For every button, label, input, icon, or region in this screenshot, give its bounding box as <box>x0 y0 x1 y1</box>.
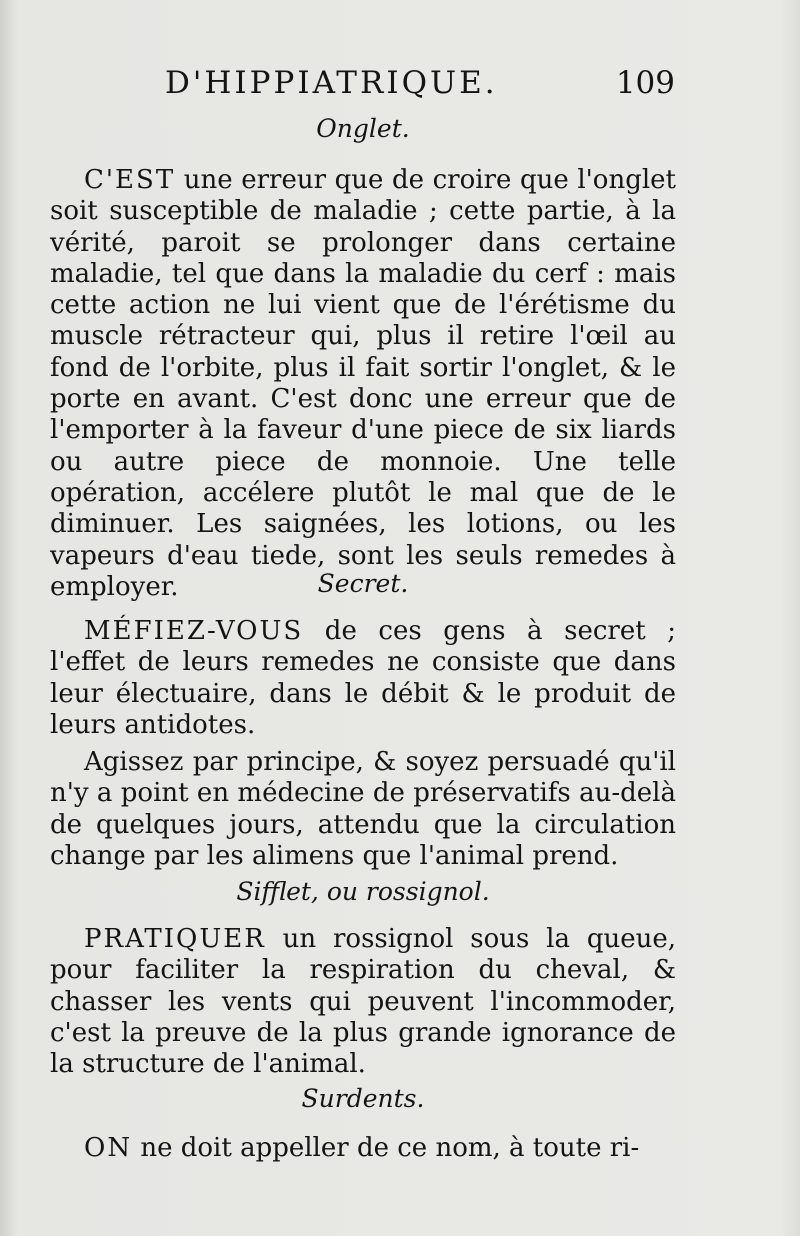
section-body-onglet <box>50 165 676 603</box>
section-body-secret <box>50 616 676 872</box>
paragraph <box>50 616 676 741</box>
section-body-sifflet <box>50 924 676 1080</box>
paragraph <box>50 924 676 1080</box>
paragraph-text: Agissez par principe, & soyez persuadé qu'il n'y a point en médecine de préservatifs au-delà de quelques jours, attendu que la circulation change par les alimens que l'animal prend. <box>50 747 676 872</box>
paragraph-lead: PRATIQUER <box>84 924 266 954</box>
paragraph <box>50 747 676 872</box>
paragraph-lead: C'EST <box>84 165 176 195</box>
running-head: D'HIPPIATRIQUE. <box>165 65 498 101</box>
section-heading-sifflet: Sifflet, ou rossignol. <box>236 877 490 906</box>
paragraph-text: de ces gens à secret ; l'effet de leurs remedes ne consiste que dans leur électuaire, dans le débit & le produit de leurs antidotes. <box>50 616 676 740</box>
paragraph-text: un rossignol sous la queue, pour faciliter la respiration du cheval, & chasser les vents qui peuvent l'incommoder, c'est la preuve de la plus grande ignorance de la structure de l'animal. <box>50 924 676 1080</box>
page-header <box>165 63 675 103</box>
paragraph-text: ne doit appeller de ce nom, à toute ri- <box>132 1133 640 1163</box>
section-heading-secret: Secret. <box>317 569 409 598</box>
section-body-surdents <box>50 1133 676 1164</box>
section-heading-surdents: Surdents. <box>301 1084 425 1113</box>
paragraph <box>50 1133 676 1164</box>
paragraph-text: une erreur que de croire que l'onglet soit susceptible de maladie ; cette partie, à la vérité, paroit se prolonger dans certaine maladie, tel que dans la maladie du cerf : mais cette action ne lui vient que de l'érétisme du muscle rétracteur qui, plus il retire l'œil au fond de l'orbite, plus il fait sortir l'onglet, & le porte en avant. C'est donc une erreur que de l'emporter à la faveur d'une piece de six liards ou autre piece de monnoie. Une telle opération, accélere plutôt le mal que de le diminuer. Les saignées, les lotions, ou les vapeurs d'eau tiede, sont les seuls remedes à employer. <box>50 165 676 602</box>
page-number: 109 <box>615 65 675 101</box>
paragraph <box>50 165 676 603</box>
paragraph-lead: MÉFIEZ-VOUS <box>84 616 304 646</box>
section-heading-onglet: Onglet. <box>316 114 410 143</box>
paragraph-lead: ON <box>84 1133 133 1163</box>
